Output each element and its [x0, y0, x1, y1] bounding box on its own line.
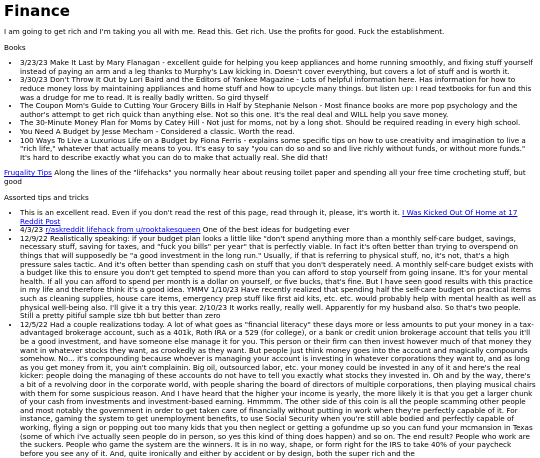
list-item: • The 30-Minute Money Plan for Moms by Catey Hill - Not just for moms, not by a long shot. Should be required reading in every high school.: [20, 119, 536, 128]
list-item: • 100 Ways To Live a Luxurious Life on a Budget by Fiona Ferris - explains some specific tips on how to use creativity and imagination to live a "rich life," whatever that actually means to you. It's easy to say "you can do so and so and live richly without funds, or without more funds." It's hard to describe exactly what you can do to make that actually real. She did that!: [20, 137, 536, 163]
askreddit-lifehack-link[interactable]: r/askreddit lifehack from u/rooktakesqueen: [45, 225, 201, 235]
page-title: Finance: [4, 2, 70, 20]
tip-text: This is an excellent read. Even if you don't read the rest of this page, read through it, please, it's worth it.: [20, 208, 403, 218]
list-item: • The Coupon Mom's Guide to Cutting Your Grocery Bills in Half by Stephanie Nelson - Most finance books are more pop psychology and the author's attempt to get rich quick than anything else. Not so this one. It's the real deal and WILL help you save money.: [20, 102, 536, 119]
frugality-paragraph: [4, 169, 536, 186]
list-item: • 12/9/22 Realistically speaking: if your budget plan looks a little like "don't spend anything more than a monthly self-care budget, savings, necessary stuff, saving for taxes, and "fuck you bills" per year" that is perfectly viable. In fact it's often better than trying to overspend on things that will supposedly be "a good investment in the long run." Usually, if that is referring to physical stuff, no, it's not, that's a high pressure sales tactic. And it's often better than spending cash on stuff that you don't desperately need. A monthly self-care budget exists with a budget like this to ensure you don't get tempted to spend more than you can afford to stop yourself from going insane. It's for your mental health. If all you can afford to spend per month is a dollar on yourself, or five bucks, that's fine. But I have seen good results with this practice in my life and therefore think it's a good idea. YMMV 1/10/23 Have recently realized that spending half the self-care budget on practical items such as cleaning supplies, house care items, emergency prep stuff like first aid kits, etc. etc. would probably help with mental health as well as physical well-being also. I'll give it a try this year. 2/10/23 It works really, really well. Apparently for my husband also. So that's two people. Still a pretty pitiful sample size tbh but better than zero: [20, 235, 536, 321]
books-heading: Books: [4, 42, 26, 52]
tips-list: [4, 209, 536, 458]
list-item: [20, 209, 536, 226]
tip-text: One of the best ideas for budgeting ever: [200, 225, 350, 235]
list-item: • 12/5/22 Had a couple realizations today. A lot of what goes as "financial literacy" these days more or less amounts to put your money in a tax-advantaged brokerage account, such as a 401k, Roth IRA or a 529 (for college), or a bank or credit union brokerage account that tells you it'll be a good investment, and have someone else manage it for you. This person or their firm can then invest however much of that money they want in whatever stocks they want, as crookedly as they want. But people just think money goes into the account and magically compounds somehow. No... it's compounding because whoever is managing your account is investing in whatever corporations they want to, and as long as you get money from it, you ain't complainin. Big oil, outsourced labor, etc. your money could be invested in any of it and here's the real kicker: people doing the managing of these accounts do not have to tell you exactly what stocks they invested in. Oh and by the way, there's a bit of a revolving door in the corporate world, with people sharing the board of directors of multiple corporations, then playing musical chairs with them for some suspicious reason. And I have heard that the higher your income is yearly, the more likely it is that you get a larger chunk of your cash from investments and investment-based earning. Hmmmm. The other side of this coin is all the people scamming other people and most notably the government in order to get taken care of financially without putting in work when they're perfectly capable of it. For instance, gaming the system to get unemployment benefits, to use Social Security when you're still able bodied and perfectly capable of working, flying a sign or popping out too many kids that you then neglect or getting a gofundme up so you can fund your mcmansion in Texas (some of which i've actually seen people do in person, so yes this kind of thing does happen) and so on. The end result? People who work are the suckers. People who game the system are the winners. It is in no way, shape, or form right for the IRS to take 40% of your paycheck before you see any of it. And, quite ironically and either by accident or by design, both the super rich and the: [20, 321, 536, 458]
books-list: [4, 59, 536, 162]
frugality-text: Along the lines of the "lifehacks" you normally hear about reusing toilet paper and spending all your free time crocheting stuff, but good: [4, 168, 526, 186]
kicked-out-reddit-link[interactable]: I Was Kicked Out Of Home at 17 Reddit Post: [20, 208, 518, 226]
tips-heading: Assorted tips and tricks: [4, 192, 89, 202]
list-item: • 3/30/23 Don't Throw It Out by Lori Baird and the Editors of Yankee Magazine - Lots of helpful information here. Has information for how to reduce money loss by maintaining appliances and home stuff and how to upcycle many things. but listen up: I read textbooks for fun and this was a drudge for me to read. It is really badly written. So gird thyself: [20, 76, 536, 102]
list-item: • You Need A Budget by Jesse Mecham - Considered a classic. Worth the read.: [20, 128, 536, 137]
frugality-tips-link[interactable]: Frugality Tips: [4, 168, 52, 178]
tip-date: 4/3/23: [20, 225, 46, 235]
list-item: • 3/23/23 Make It Last by Mary Flanagan - excellent guide for helping you keep appliances and home running smoothly, and fixing stuff yourself instead of paying an arm and a leg thanks to Murphy's Law kicking in. Doesn't cover everything, but covers a lot of stuff and is worth it.: [20, 59, 536, 76]
intro-paragraph: I am going to get rich and I'm taking you all with me. Read this. Get rich. Use the profits for good. Fuck the establishment.: [4, 27, 445, 36]
